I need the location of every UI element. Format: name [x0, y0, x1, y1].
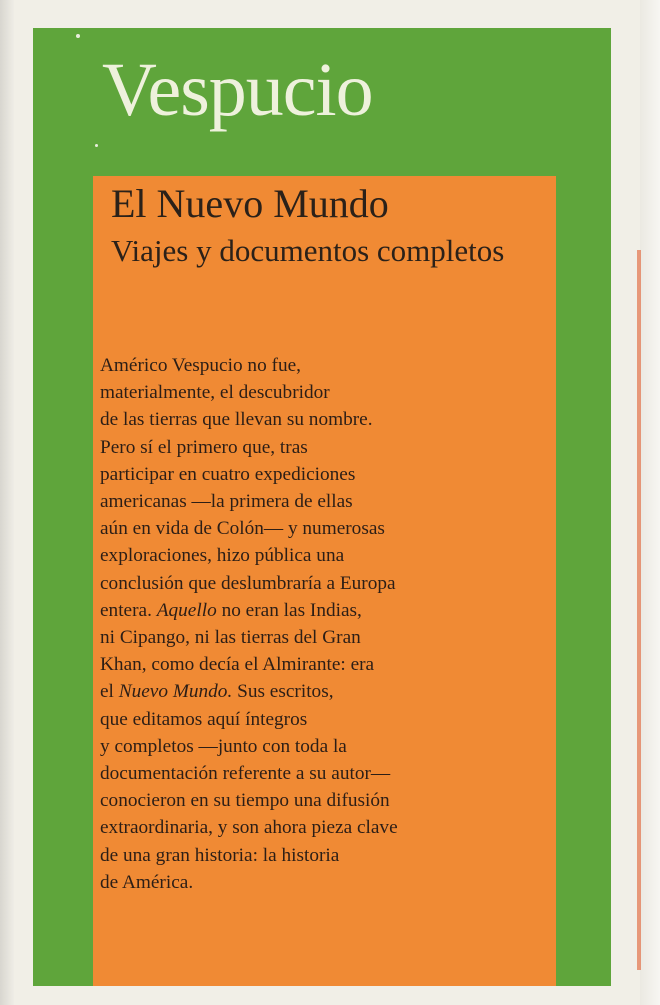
- blurb-text-segment: no eran las Indias,: [221, 599, 362, 621]
- blurb-line: extraordinaria, y son ahora pieza clave: [100, 817, 398, 839]
- author-name: Vespucio: [102, 48, 373, 132]
- blurb-line: [100, 597, 550, 624]
- blurb-line: documentación referente a su autor—: [100, 763, 391, 785]
- blurb-line: de las tierras que llevan su nombre.: [100, 409, 373, 431]
- blurb-line: conclusión que deslumbraría a Europa: [100, 572, 396, 594]
- print-speck: [76, 34, 80, 38]
- blurb-text-segment: entera.: [100, 599, 152, 621]
- blurb-line: aún en vida de Colón— y numerosas: [100, 518, 385, 540]
- blurb-line: exploraciones, hizo pública una: [100, 545, 345, 567]
- print-speck: [95, 144, 98, 147]
- right-page-edge: [640, 0, 660, 1005]
- blurb-italic-aquello: Aquello: [156, 599, 217, 621]
- blurb-line: americanas —la primera de ellas: [100, 491, 353, 513]
- blurb-line: materialmente, el descubridor: [100, 382, 330, 404]
- blurb-line: ni Cipango, ni las tierras del Gran: [100, 627, 361, 649]
- blurb-text-segment: el: [100, 681, 114, 703]
- blurb-line: [100, 678, 550, 705]
- book-subtitle: Viajes y documentos completos: [111, 233, 505, 268]
- blurb-line: y completos —junto con toda la: [100, 735, 347, 757]
- book-title: El Nuevo Mundo: [111, 181, 389, 226]
- left-edge-shadow: [0, 0, 14, 1005]
- blurb-line: conocieron en su tiempo una difusión: [100, 790, 390, 812]
- spine-color-strip: [637, 250, 641, 970]
- blurb-line: Khan, como decía el Almirante: era: [100, 654, 375, 676]
- blurb-text-segment: Sus escritos,: [237, 681, 334, 703]
- blurb-line: Américo Vespucio no fue,: [100, 355, 301, 376]
- blurb-text: [100, 352, 550, 896]
- blurb-line: de América.: [100, 871, 194, 893]
- blurb-italic-nuevo-mundo: Nuevo Mundo.: [118, 681, 233, 703]
- blurb-line: participar en cuatro expediciones: [100, 463, 356, 485]
- blurb-line: de una gran historia: la historia: [100, 844, 340, 866]
- blurb-line: Pero sí el primero que, tras: [100, 436, 308, 458]
- blurb-line: que editamos aquí íntegros: [100, 708, 308, 730]
